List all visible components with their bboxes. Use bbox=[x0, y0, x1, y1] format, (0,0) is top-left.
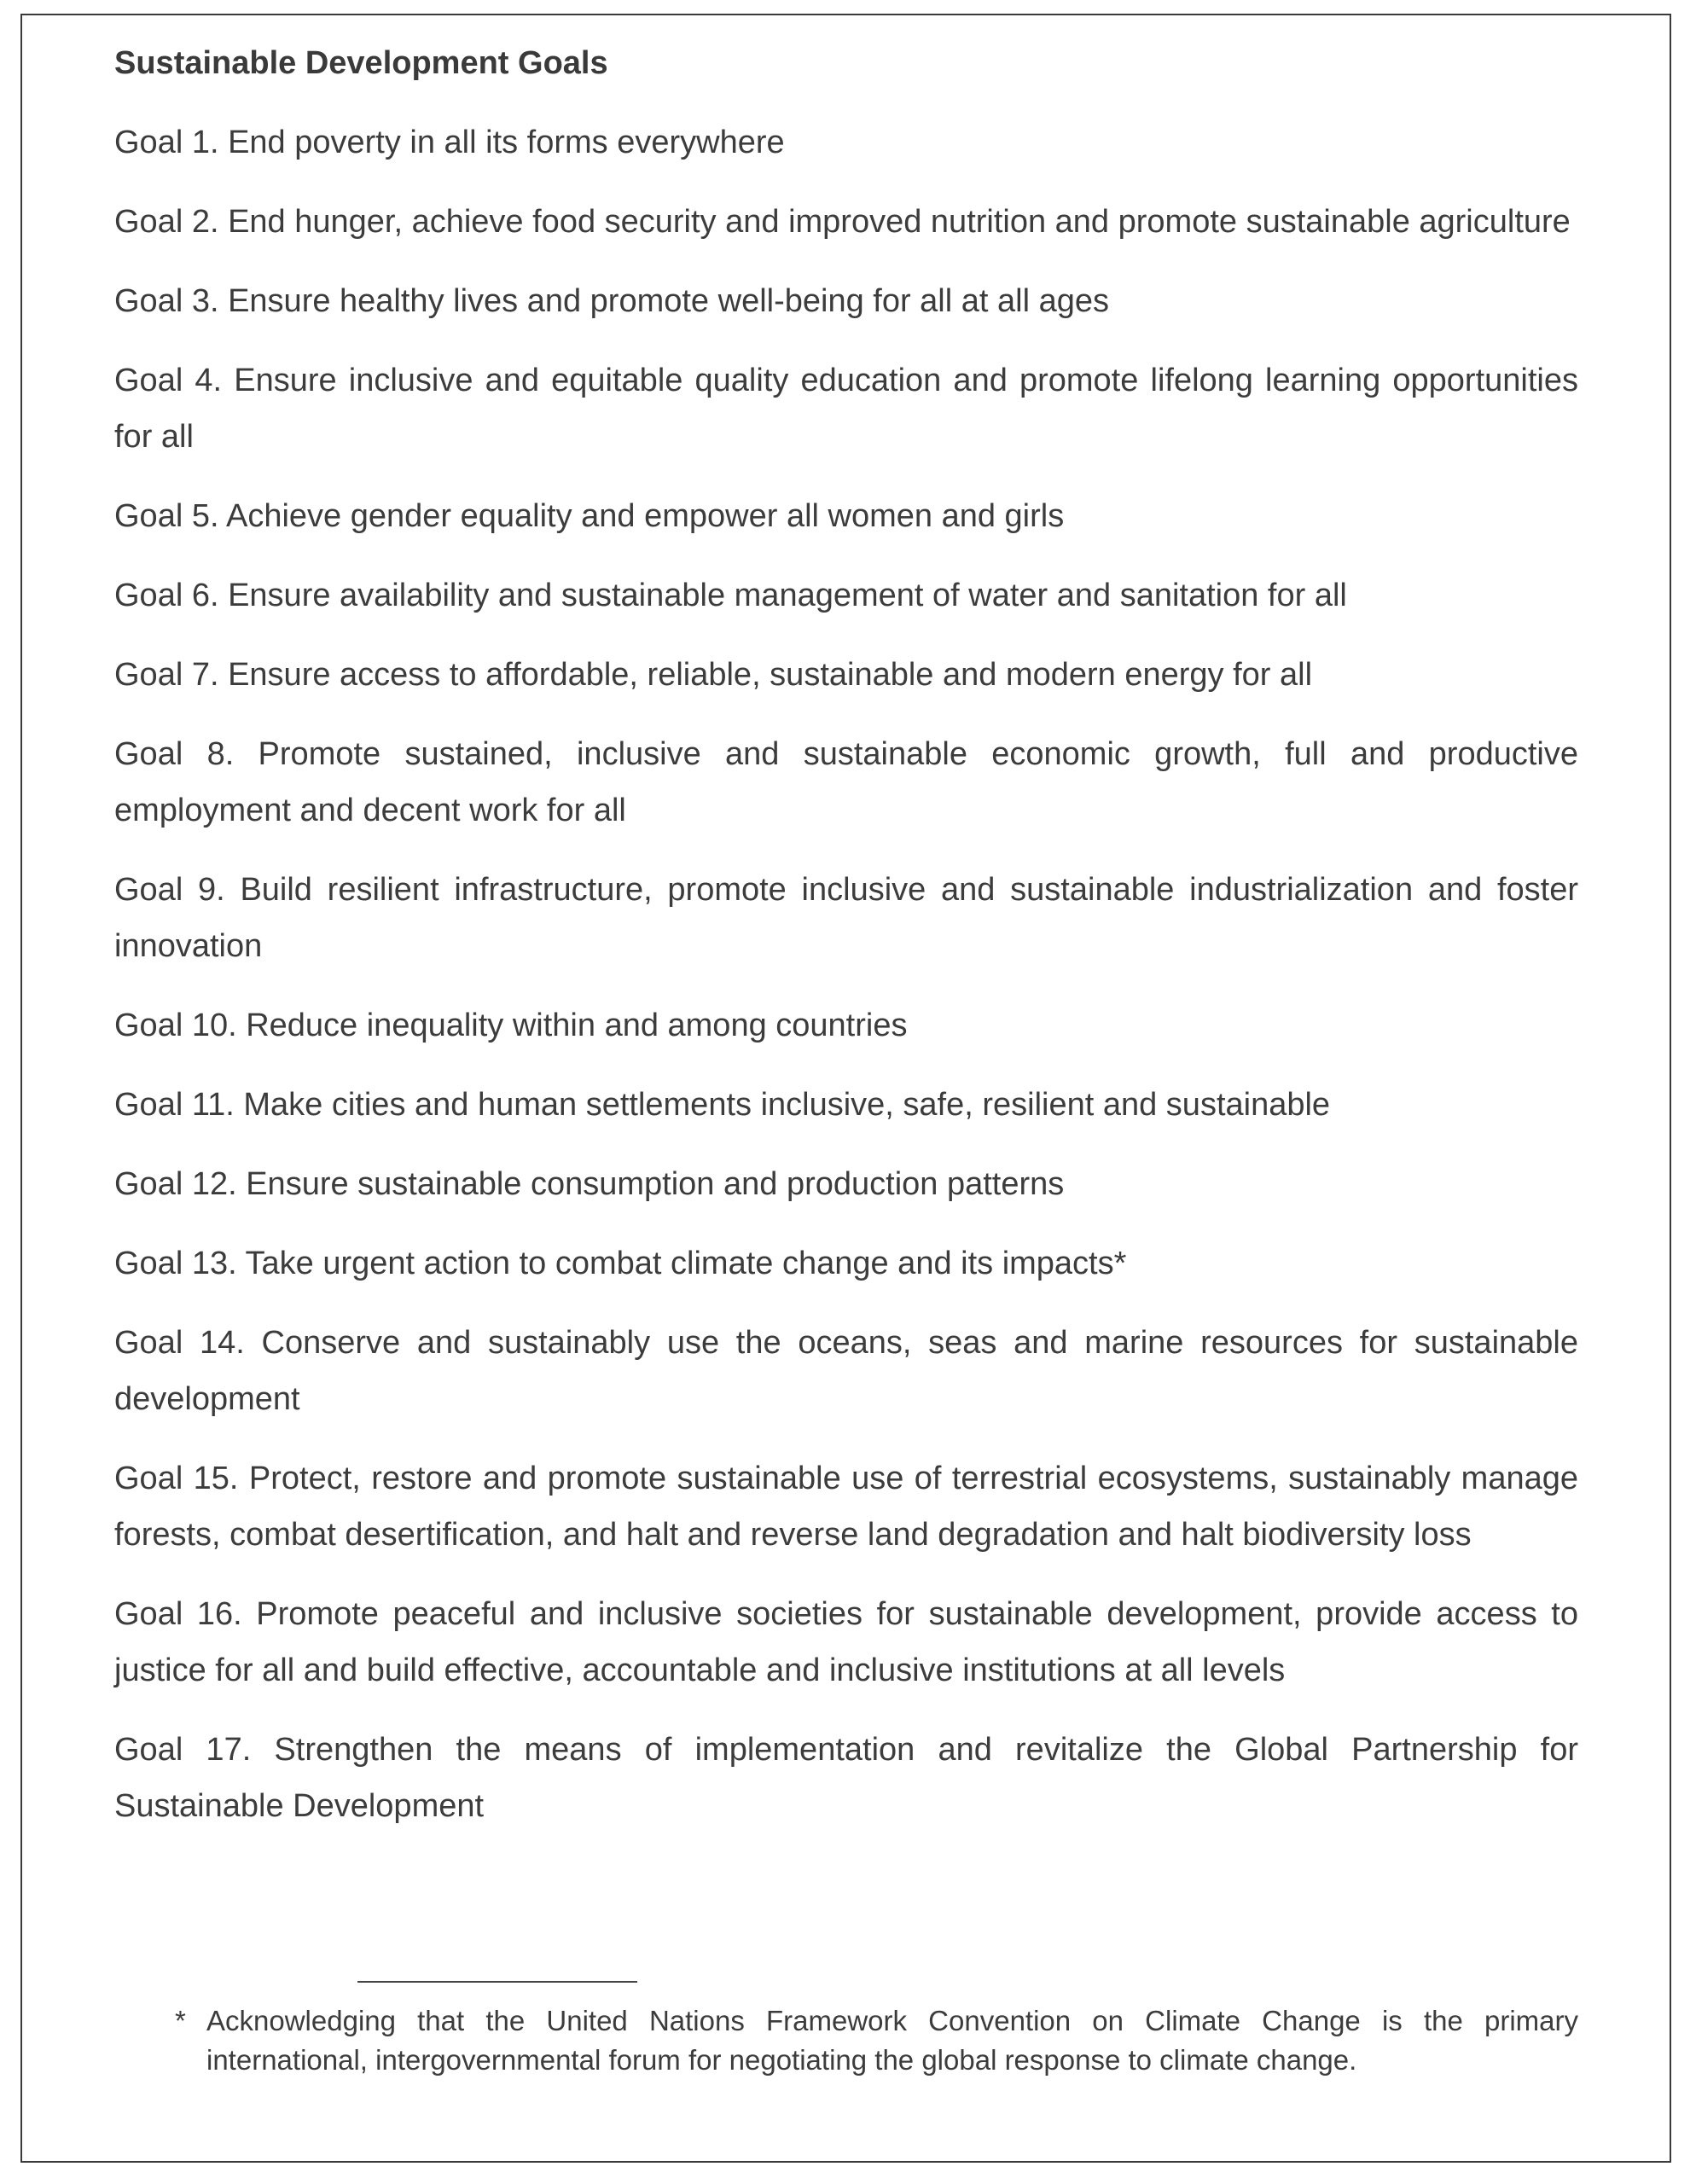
footnote-separator bbox=[357, 1981, 637, 1983]
footnote-text: Acknowledging that the United Nations Framework Convention on Climate Change is the primary international, intergovernmental forum for negotiating the global response to climate change. bbox=[206, 2005, 1578, 2076]
goal-item: Goal 10. Reduce inequality within and among countries bbox=[114, 1008, 908, 1043]
document-heading: Sustainable Development Goals bbox=[114, 45, 608, 81]
document-body bbox=[114, 38, 1578, 1857]
goal-item: Goal 11. Make cities and human settlements inclusive, safe, resilient and sustainable bbox=[114, 1087, 1331, 1123]
goal-item: Goal 16. Promote peaceful and inclusive societies for sustainable development, provide access to justice for all and build effective, accountable and inclusive institutions at all levels bbox=[114, 1596, 1578, 1688]
goal-item: Goal 6. Ensure availability and sustainable management of water and sanitation for all bbox=[114, 578, 1347, 613]
goal-item: Goal 13. Take urgent action to combat climate change and its impacts* bbox=[114, 1246, 1127, 1281]
goal-item: Goal 9. Build resilient infrastructure, promote inclusive and sustainable industrialization and foster innovation bbox=[114, 872, 1578, 964]
goal-item: Goal 2. End hunger, achieve food security and improved nutrition and promote sustainable agriculture bbox=[114, 204, 1571, 240]
goal-item: Goal 8. Promote sustained, inclusive and sustainable economic growth, full and productive employment and decent work for all bbox=[114, 736, 1578, 828]
goal-item: Goal 7. Ensure access to affordable, reliable, sustainable and modern energy for all bbox=[114, 657, 1313, 693]
footnote bbox=[175, 2001, 1578, 2080]
footnote-mark: * bbox=[175, 2005, 186, 2036]
goal-item: Goal 14. Conserve and sustainably use the oceans, seas and marine resources for sustainable development bbox=[114, 1325, 1578, 1417]
goal-item: Goal 15. Protect, restore and promote sustainable use of terrestrial ecosystems, sustainably manage forests, combat desertification, and halt and reverse land degradation and halt biodiversity loss bbox=[114, 1461, 1578, 1553]
goal-item: Goal 5. Achieve gender equality and empower all women and girls bbox=[114, 498, 1065, 534]
goal-item: Goal 4. Ensure inclusive and equitable quality education and promote lifelong learning opportunities for all bbox=[114, 363, 1578, 455]
goal-item: Goal 1. End poverty in all its forms everywhere bbox=[114, 125, 785, 160]
goal-item: Goal 12. Ensure sustainable consumption and production patterns bbox=[114, 1166, 1065, 1202]
goal-item: Goal 17. Strengthen the means of implementation and revitalize the Global Partnership for Sustainable Development bbox=[114, 1732, 1578, 1824]
goal-item: Goal 3. Ensure healthy lives and promote well-being for all at all ages bbox=[114, 283, 1109, 319]
